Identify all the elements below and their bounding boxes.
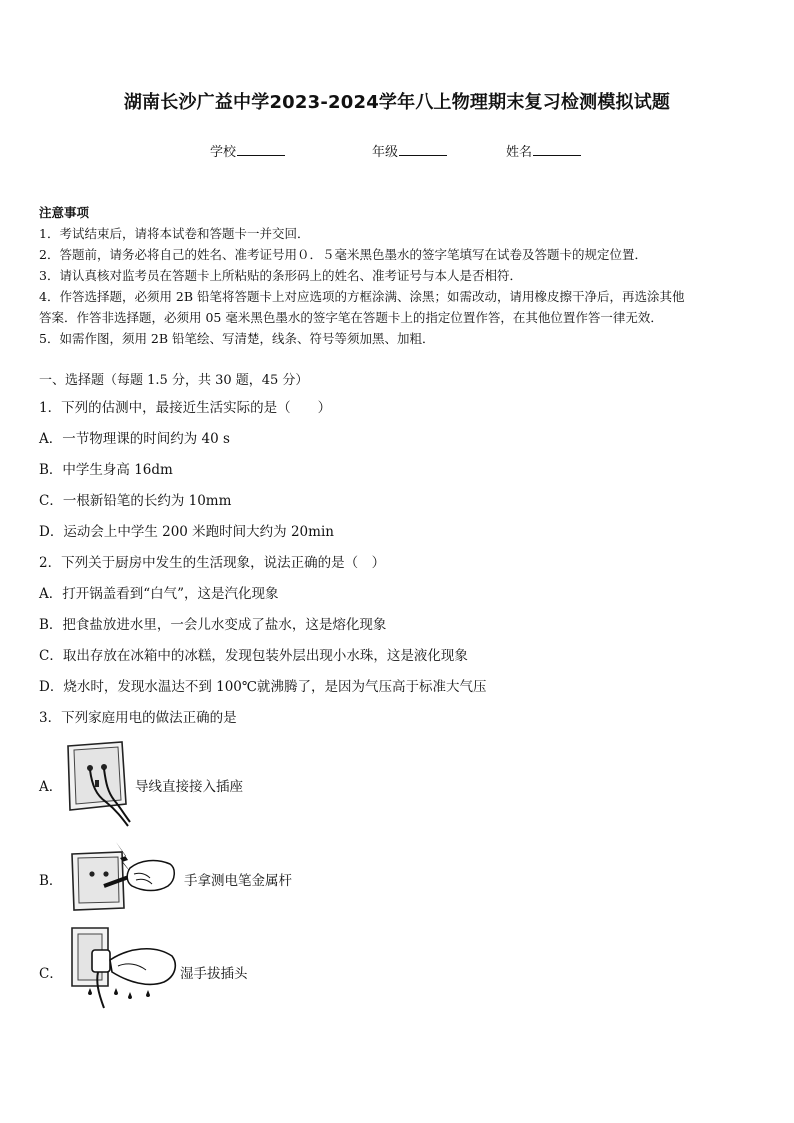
question-1-option-a: A．一节物理课的时间约为 40 s — [39, 431, 230, 447]
question-2-option-c: C．取出存放在冰箱中的冰糕，发现包装外层出现小水珠，这是液化现象 — [39, 648, 468, 664]
notice-item: 5．如需作图，须用 2B 铅笔绘、写清楚，线条、符号等须加黑、加粗． — [39, 331, 435, 346]
grade-label: 年级 — [372, 145, 399, 160]
question-3-option-c-caption: 湿手拔插头 — [180, 966, 248, 982]
notice-item: 答案．作答非选择题，必须用 05 毫米黑色墨水的签字笔在答题卡上的指定位置作答，在其他位置作答一律无效． — [39, 310, 663, 325]
section-heading: 一、选择题（每题 1.5 分，共 30 题，45 分） — [39, 373, 309, 388]
question-2-option-a: A．打开锅盖看到“白气”，这是汽化现象 — [39, 586, 279, 602]
notice-item: 4．作答选择题，必须用 2B 铅笔将答题卡上对应选项的方框涂满、涂黑；如需改动，请用橡皮擦干净后，再选涂其他 — [39, 289, 685, 304]
name-blank — [533, 143, 581, 156]
question-3-option-a-label: A． — [39, 779, 63, 795]
name-field — [506, 141, 581, 160]
grade-blank — [399, 143, 447, 156]
school-blank — [237, 143, 285, 156]
notice-item: 1．考试结束后，请将本试卷和答题卡一并交回． — [39, 226, 310, 241]
question-3-option-a-caption: 导线直接接入插座 — [135, 779, 243, 795]
question-1-option-d: D．运动会上中学生 200 米跑时间大约为 20min — [39, 524, 334, 540]
question-1-option-b: B．中学生身高 16dm — [39, 462, 173, 478]
notice-item: 3．请认真核对监考员在答题卡上所粘贴的条形码上的姓名、准考证号与本人是否相符． — [39, 268, 522, 283]
question-3-stem: 3．下列家庭用电的做法正确的是 — [39, 710, 237, 726]
socket-wires-illustration — [66, 740, 132, 828]
notice-heading: 注意事项 — [39, 205, 90, 220]
question-3-option-b-caption: 手拿测电笔金属杆 — [184, 873, 292, 889]
question-2-option-d: D．烧水时，发现水温达不到 100℃就沸腾了，是因为气压高于标准大气压 — [39, 679, 487, 695]
question-2-stem: 2．下列关于厨房中发生的生活现象，说法正确的是（ ） — [39, 555, 386, 571]
question-3-option-b-label: B． — [39, 873, 63, 889]
name-label: 姓名 — [506, 145, 533, 160]
question-2-option-b: B．把食盐放进水里，一会儿水变成了盐水，这是熔化现象 — [39, 617, 387, 633]
question-3-option-c-label: C． — [39, 966, 63, 982]
question-1-stem: 1．下列的估测中，最接近生活实际的是（ ） — [39, 400, 332, 416]
page-title: 湖南长沙广益中学2023-2024学年八上物理期末复习检测模拟试题 — [123, 92, 671, 113]
tester-pen-illustration — [70, 840, 178, 912]
notice-item: 2．答题前，请务必将自己的姓名、准考证号用０．５毫米黑色墨水的签字笔填写在试卷及答题卡的规定位置． — [39, 247, 647, 262]
school-field — [210, 141, 285, 160]
wet-hand-plug-illustration — [68, 926, 180, 1010]
question-1-option-c: C．一根新铅笔的长约为 10mm — [39, 493, 232, 509]
grade-field — [372, 141, 447, 160]
school-label: 学校 — [210, 145, 237, 160]
